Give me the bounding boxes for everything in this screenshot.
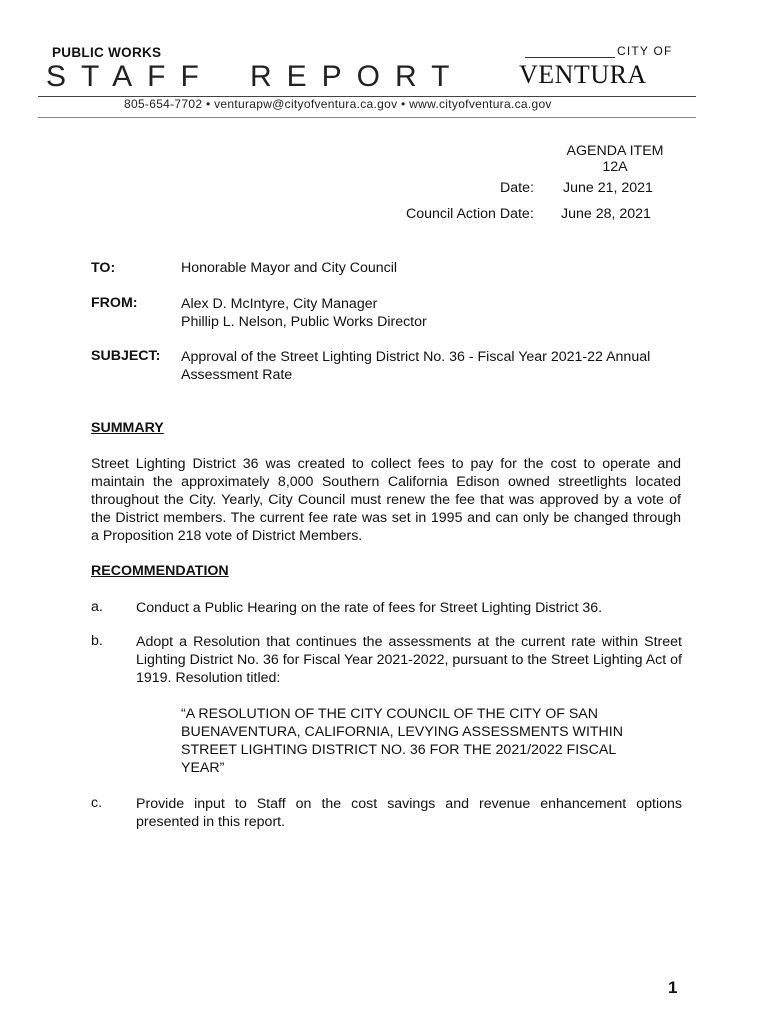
agenda-item <box>560 143 670 175</box>
agenda-number: 12A <box>602 159 628 175</box>
from-line-1: Alex D. McIntyre, City Manager <box>181 296 378 312</box>
council-action-date-value: June 28, 2021 <box>561 206 651 222</box>
subject-value: Approval of the Street Lighting District No. 36 - Fiscal Year 2021-22 Annual Assessment Rate <box>181 349 651 383</box>
city-of-label: CITY OF <box>617 44 673 58</box>
council-action-date-label: Council Action Date: <box>406 206 534 222</box>
header-rule-bottom <box>38 117 696 118</box>
page-number: 1 <box>668 978 678 997</box>
department-name: PUBLIC WORKS <box>52 45 162 60</box>
subject-label: SUBJECT: <box>91 348 161 364</box>
recommendation-item-a: Conduct a Public Hearing on the rate of fees for Street Lighting District 36. <box>136 600 603 616</box>
to-label: TO: <box>91 260 116 276</box>
to-value: Honorable Mayor and City Council <box>181 260 398 276</box>
agenda-label: AGENDA ITEM <box>566 143 664 159</box>
summary-heading: SUMMARY <box>91 420 164 436</box>
city-logo: VENTURA <box>519 60 647 89</box>
resolution-title: “A RESOLUTION OF THE CITY COUNCIL OF THE CITY OF SAN BUENAVENTURA, CALIFORNIA, LEVYING ASSESSMENTS WITHIN STREET LIGHTING DISTRICT NO. 36 FOR THE 2021/2022 FISCAL YEAR” <box>181 706 623 776</box>
date-label: Date: <box>500 180 534 196</box>
from-line-2: Phillip L. Nelson, Public Works Director <box>181 314 427 330</box>
summary-paragraph: Street Lighting District 36 was created to collect fees to pay for the cost to operate and maintain the approximately 8,000 Southern California Edison owned streetlights located throughout the City. Yearly, City Council must renew the fee that was approved by a vote of the District members. The current fee rate was set in 1995 and can only be changed through a Proposition 218 vote of District Members. <box>91 456 681 544</box>
logo-divider <box>525 57 615 58</box>
recommendation-heading: RECOMMENDATION <box>91 563 229 579</box>
recommendation-item-c: Provide input to Staff on the cost savings and revenue enhancement options presented in this report. <box>136 796 682 830</box>
date-value: June 21, 2021 <box>563 180 653 196</box>
contact-line: 805-654-7702 • venturapw@cityofventura.ca.gov • www.cityofventura.ca.gov <box>124 97 552 111</box>
from-label: FROM: <box>91 295 138 311</box>
recommendation-marker-a: a. <box>91 599 103 615</box>
report-title-staff: STAFF <box>46 60 214 93</box>
recommendation-marker-c: c. <box>91 795 103 811</box>
from-value <box>181 295 427 331</box>
recommendation-item-b: Adopt a Resolution that continues the assessments at the current rate within Street Lighting District No. 36 for Fiscal Year 2021-2022, pursuant to the Street Lighting Act of 1919. Resolution titled: <box>136 634 682 686</box>
recommendation-marker-b: b. <box>91 633 103 649</box>
report-title-report: REPORT <box>250 60 465 93</box>
